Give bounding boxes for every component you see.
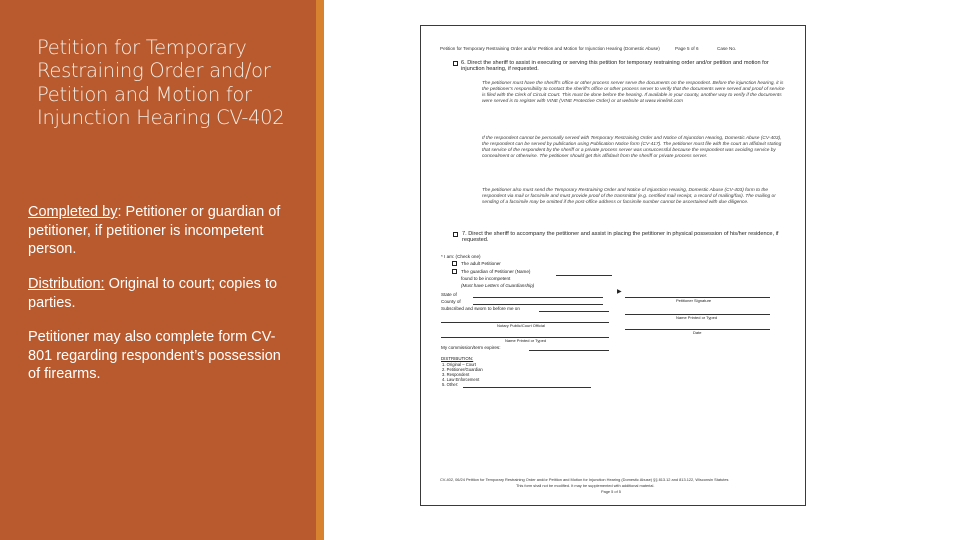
distribution-item: 2. Petitioner/Guardian bbox=[442, 367, 483, 372]
note-completed-by-label: Completed by bbox=[28, 204, 118, 220]
doc-header-title: Petition for Temporary Restraining Order and/or Petition and Motion for Injunction Hearing (Domestic Abuse) bbox=[440, 46, 660, 51]
guardian-incompetent-label: found to be incompetent bbox=[461, 276, 511, 281]
service-paragraph: The petitioner must have the sheriff's office or other process server serve the documents on the respondent. Before the injunction hearing, it is the petitioner's responsibility to contact the sheriff's office or other process server to verify that the documents were served and proof of service is filed with the Clerk of Circuit Court. This must be done before the hearing. If available in your county, another way to verify if the documents were served is to register with VINE (VINE Protective Order) or at website at www.vinelink.com bbox=[482, 81, 785, 105]
doc-header-page: Page 5 of 6 bbox=[675, 46, 699, 51]
county-of-line bbox=[473, 304, 603, 305]
slide-title: Petition for Temporary Restraining Order and/or Petition and Motion for Injunction Hearing CV-402 bbox=[37, 36, 285, 130]
i-am-label: * I am: (Check one) bbox=[441, 254, 481, 259]
distribution-item: 4. Law Enforcement bbox=[442, 377, 480, 382]
date-label: Date bbox=[693, 330, 702, 335]
distribution-item: 5. Other: bbox=[442, 382, 459, 387]
county-of-label: County of bbox=[441, 299, 461, 304]
distribution-item: 1. Original – Court bbox=[442, 362, 476, 367]
printed-name-label: Name Printed or Typed bbox=[676, 315, 718, 320]
note-firearms bbox=[28, 328, 293, 384]
item7-checkbox[interactable] bbox=[453, 232, 458, 237]
mailing-paragraph: The petitioner also must send the Temporary Restraining Order and Notice of Injunction Hearing, Domestic Abuse (CV-403) form to the respondent via mail or facsimile and must provide proof of the transmittal (e.g. certified mail receipt, a record of mailing/fax). The mailing or sending of a facsimile may be omitted if the post-office address or facsimile number cannot be ascertained with due diligence. bbox=[482, 188, 776, 206]
guardian-label: The guardian of Petitioner (Name) bbox=[461, 269, 531, 274]
footer-notice: This form shall not be modified. It may be supplemented with additional material. bbox=[516, 483, 655, 488]
commission-line bbox=[529, 350, 609, 351]
note-distribution-label: Distribution: bbox=[28, 276, 105, 292]
petitioner-signature-label: Petitioner Signature bbox=[676, 298, 712, 303]
doc-header-case: Case No. bbox=[717, 46, 737, 51]
item6-text: 6. Direct the sheriff to assist in executing or serving this petition for temporary restraining order and/or petition and motion for injunction hearing, if requested. bbox=[461, 60, 769, 73]
note-completed-by bbox=[28, 203, 293, 259]
note-distribution-text: Original to court; copies to parties. bbox=[28, 276, 278, 311]
note-completed-by-text: Petitioner or guardian of petitioner, if petitioner is incompetent person. bbox=[28, 204, 281, 258]
footer-form-id: CV-402, 06/24 Petition for Temporary Restraining Order and/or Petition and Motion for Injunction Hearing (Domestic Abuse) §§ 813.12 and 813.122, Wisconsin Statutes bbox=[440, 477, 729, 482]
state-of-label: State of bbox=[441, 292, 457, 297]
guardian-checkbox[interactable] bbox=[452, 269, 457, 274]
sworn-label: Subscribed and sworn to before me on bbox=[441, 306, 520, 311]
note-completed-by-sep: : bbox=[117, 204, 122, 220]
notary-label: Notary Public/Court Official bbox=[497, 323, 545, 328]
form-cv402-page bbox=[420, 25, 806, 506]
guardian-letters-label: (Must have Letters of Guardianship) bbox=[461, 283, 535, 288]
guardian-name-line bbox=[556, 275, 612, 276]
state-of-line bbox=[473, 297, 603, 298]
commission-label: My commission/term expires: bbox=[441, 345, 501, 350]
distribution-heading: DISTRIBUTION: bbox=[441, 356, 474, 361]
adult-petitioner-label: The adult Petitioner bbox=[461, 261, 501, 266]
item7-text: 7. Direct the sheriff to accompany the petitioner and assist in placing the petitioner in physical possession of his/her residence, if requested. bbox=[462, 231, 779, 244]
notary-printed-label: Name Printed or Typed bbox=[505, 338, 547, 343]
publication-paragraph: If the respondent cannot be personally served with Temporary Restraining Order and Notice of Injunction Hearing, Domestic Abuse (CV-403), the respondent can be served by publication using Publication Notice form (CV-417). The petitioner must file with the court an affidavit stating that service of the respondent by the sheriff or a private process server was unsuccessful because the respondent was avoiding service by concealment or otherwise. The petitioner should get this affidavit from the sheriff or private process server. bbox=[482, 136, 782, 160]
accent-divider bbox=[316, 0, 324, 540]
note-firearms-text: Petitioner may also complete form CV-801 regarding respondent’s possession of firearms. bbox=[28, 329, 281, 383]
footer-page: Page 5 of 5 bbox=[601, 489, 621, 494]
signature-arrow-icon: ▶ bbox=[617, 289, 622, 295]
adult-petitioner-checkbox[interactable] bbox=[452, 261, 457, 266]
distribution-item: 3. Respondent bbox=[442, 372, 470, 377]
note-distribution bbox=[28, 275, 293, 312]
sworn-date-line bbox=[539, 311, 609, 312]
item6-checkbox[interactable] bbox=[453, 61, 458, 66]
distribution-other-line bbox=[463, 387, 591, 388]
